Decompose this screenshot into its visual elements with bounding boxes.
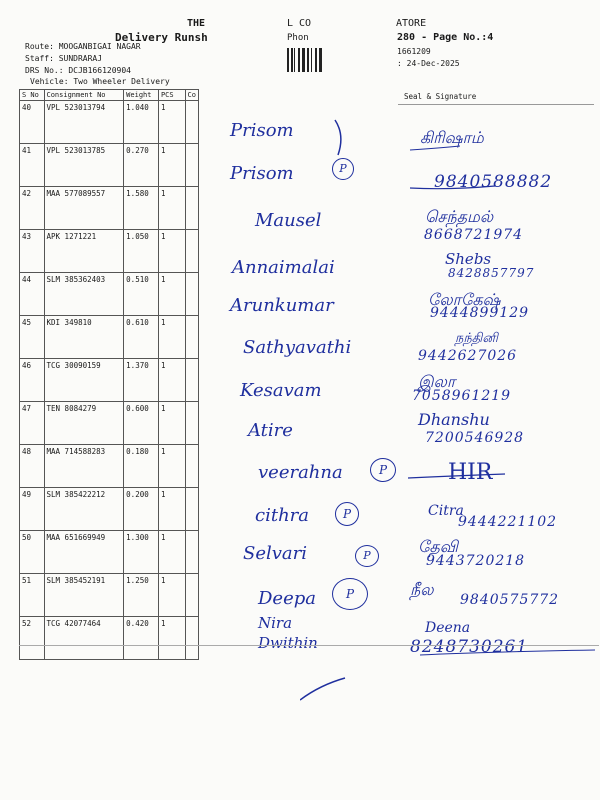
handwritten-name: Annaimalai: [232, 257, 335, 278]
handwritten-name: Arunkumar: [230, 295, 334, 316]
company-name-right: ATORE: [396, 18, 427, 29]
handwritten-phone: 8428857797: [448, 266, 535, 280]
cell-weight: 0.200: [124, 488, 159, 531]
company-name-mid: L CO: [287, 18, 312, 29]
cell-sno: 47: [20, 402, 45, 445]
handwritten-phone: 9840575772: [460, 592, 560, 608]
cell-co: [185, 230, 198, 273]
table-row: [20, 316, 199, 359]
circled-mark: P: [335, 502, 359, 526]
circled-mark: P: [370, 458, 396, 482]
table-row: [20, 187, 199, 230]
cell-pcs: 1: [158, 273, 185, 316]
cell-co: [185, 101, 198, 144]
cell-sno: 43: [20, 230, 45, 273]
handwritten-name: veerahna: [258, 462, 343, 483]
table-row: [20, 445, 199, 488]
cell-pcs: 1: [158, 445, 185, 488]
cell-pcs: 1: [158, 316, 185, 359]
staff-line: Staff: SUNDRARAJ: [25, 54, 103, 63]
seal-signature-header: Seal & Signature: [404, 92, 477, 101]
cell-sno: 49: [20, 488, 45, 531]
handwritten-name: Sathyavathi: [243, 337, 352, 358]
cell-consignment: MAA 577089557: [44, 187, 124, 230]
table-row: [20, 230, 199, 273]
cell-pcs: 1: [158, 101, 185, 144]
handwritten-phone: 9840588882: [434, 172, 553, 192]
cell-pcs: 1: [158, 144, 185, 187]
table-row: [20, 574, 199, 617]
table-row: [20, 359, 199, 402]
table-row: [20, 531, 199, 574]
cell-pcs: 1: [158, 402, 185, 445]
cell-weight: 1.250: [124, 574, 159, 617]
cell-consignment: APK 1271221: [44, 230, 124, 273]
cell-consignment: VPL 523013785: [44, 144, 124, 187]
barcode: [287, 48, 323, 72]
handwritten-phone: 7058961219: [412, 388, 512, 404]
handwritten-phone: 9444899129: [430, 305, 530, 321]
handwritten-signature: Deena: [425, 620, 471, 636]
handwritten-name: Atire: [248, 420, 293, 441]
cell-co: [185, 488, 198, 531]
cell-sno: 50: [20, 531, 45, 574]
table-row: [20, 617, 199, 660]
col-weight: Weight: [124, 90, 159, 101]
handwritten-signature: Dhanshu: [418, 410, 490, 429]
handwritten-signature: நந்தினி: [455, 331, 498, 346]
reference-number: 1661209: [397, 47, 431, 56]
cell-sno: 51: [20, 574, 45, 617]
cell-consignment: VPL 523013794: [44, 101, 124, 144]
handwritten-name: Prisom: [230, 120, 294, 141]
cell-pcs: 1: [158, 359, 185, 402]
page-info: 280 - Page No.:4: [397, 32, 494, 43]
handwritten-name: Kesavam: [240, 380, 322, 401]
col-co: Co: [185, 90, 198, 101]
cell-sno: 45: [20, 316, 45, 359]
handwritten-signature: HIR: [448, 460, 493, 485]
cell-co: [185, 445, 198, 488]
handwritten-phone: 9442627026: [418, 348, 518, 364]
cell-weight: 0.420: [124, 617, 159, 660]
circled-mark: P: [332, 158, 354, 180]
handwritten-signature: கிரிஷாம்: [420, 128, 484, 147]
route-line: Route: MOOGANBIGAI NAGAR: [25, 42, 141, 51]
cell-consignment: MAA 714588283: [44, 445, 124, 488]
cell-sno: 46: [20, 359, 45, 402]
handwritten-name: Prisom: [230, 163, 294, 184]
document-title: Delivery Runsh: [115, 31, 208, 44]
cell-pcs: 1: [158, 488, 185, 531]
table-row: [20, 101, 199, 144]
table-row: [20, 402, 199, 445]
cell-co: [185, 359, 198, 402]
handwritten-phone: 8668721974: [424, 227, 524, 243]
handwritten-name: cithra: [255, 505, 309, 526]
cell-weight: 0.610: [124, 316, 159, 359]
cell-weight: 1.580: [124, 187, 159, 230]
handwritten-signature: லோகேஷ்: [428, 290, 501, 309]
cell-weight: 0.270: [124, 144, 159, 187]
cell-pcs: 1: [158, 187, 185, 230]
handwritten-signature: செந்தமல்: [425, 207, 494, 226]
cell-co: [185, 531, 198, 574]
col-sno: S No: [20, 90, 45, 101]
handwritten-signature: இலா: [418, 372, 456, 391]
cell-pcs: 1: [158, 531, 185, 574]
handwritten-strokes: [300, 100, 600, 720]
cell-co: [185, 402, 198, 445]
col-pcs: PCS: [158, 90, 185, 101]
cell-co: [185, 273, 198, 316]
cell-weight: 1.040: [124, 101, 159, 144]
handwritten-signature: தேவி: [418, 537, 458, 556]
handwritten-phone: 7200546928: [425, 430, 525, 446]
cell-weight: 1.300: [124, 531, 159, 574]
table-row: [20, 144, 199, 187]
cell-co: [185, 187, 198, 230]
cell-consignment: SLM 385422212: [44, 488, 124, 531]
company-name-left: THE: [187, 18, 206, 29]
cell-sno: 41: [20, 144, 45, 187]
cell-consignment: TCG 42077464: [44, 617, 124, 660]
cell-sno: 42: [20, 187, 45, 230]
cell-consignment: SLM 385362403: [44, 273, 124, 316]
cell-consignment: TCG 30090159: [44, 359, 124, 402]
handwritten-signature: நீல: [410, 580, 434, 599]
cell-consignment: KDI 349810: [44, 316, 124, 359]
cell-weight: 0.600: [124, 402, 159, 445]
circled-mark: P: [355, 545, 379, 567]
cell-pcs: 1: [158, 617, 185, 660]
cell-co: [185, 617, 198, 660]
cell-weight: 0.180: [124, 445, 159, 488]
handwritten-phone: 8248730261: [410, 637, 529, 657]
cell-consignment: TEN 8084279: [44, 402, 124, 445]
cell-pcs: 1: [158, 574, 185, 617]
handwritten-signature: Shebs: [445, 250, 492, 268]
handwritten-phone: 9443720218: [426, 553, 526, 569]
cell-weight: 0.510: [124, 273, 159, 316]
handwritten-name: Nira: [258, 614, 293, 632]
handwritten-signature: Citra: [428, 503, 464, 519]
cell-sno: 52: [20, 617, 45, 660]
table-row: [20, 273, 199, 316]
drs-line: DRS No.: DCJB166120904: [25, 66, 131, 75]
handwritten-name: Dwithin: [258, 634, 318, 652]
handwritten-name: Mausel: [255, 210, 322, 231]
circled-mark: P: [332, 578, 368, 610]
handwritten-name: Deepa: [258, 588, 316, 609]
run-date: : 24-Dec-2025: [397, 59, 460, 68]
consignment-table: [19, 89, 199, 660]
cell-sno: 40: [20, 101, 45, 144]
handwritten-name: Selvari: [243, 543, 308, 564]
phone-label: Phon: [287, 33, 309, 43]
table-row: [20, 488, 199, 531]
col-consignment: Consignment No: [44, 90, 124, 101]
cell-pcs: 1: [158, 230, 185, 273]
cell-weight: 1.370: [124, 359, 159, 402]
table-header-row: [20, 90, 199, 101]
handwritten-phone: 9444221102: [458, 514, 558, 530]
cell-sno: 44: [20, 273, 45, 316]
vehicle-line: Vehicle: Two Wheeler Delivery: [30, 77, 170, 86]
cell-co: [185, 144, 198, 187]
cell-consignment: SLM 385452191: [44, 574, 124, 617]
cell-weight: 1.050: [124, 230, 159, 273]
cell-consignment: MAA 651669949: [44, 531, 124, 574]
cell-sno: 48: [20, 445, 45, 488]
cell-co: [185, 574, 198, 617]
table-bottom-rule: [19, 645, 599, 646]
cell-co: [185, 316, 198, 359]
